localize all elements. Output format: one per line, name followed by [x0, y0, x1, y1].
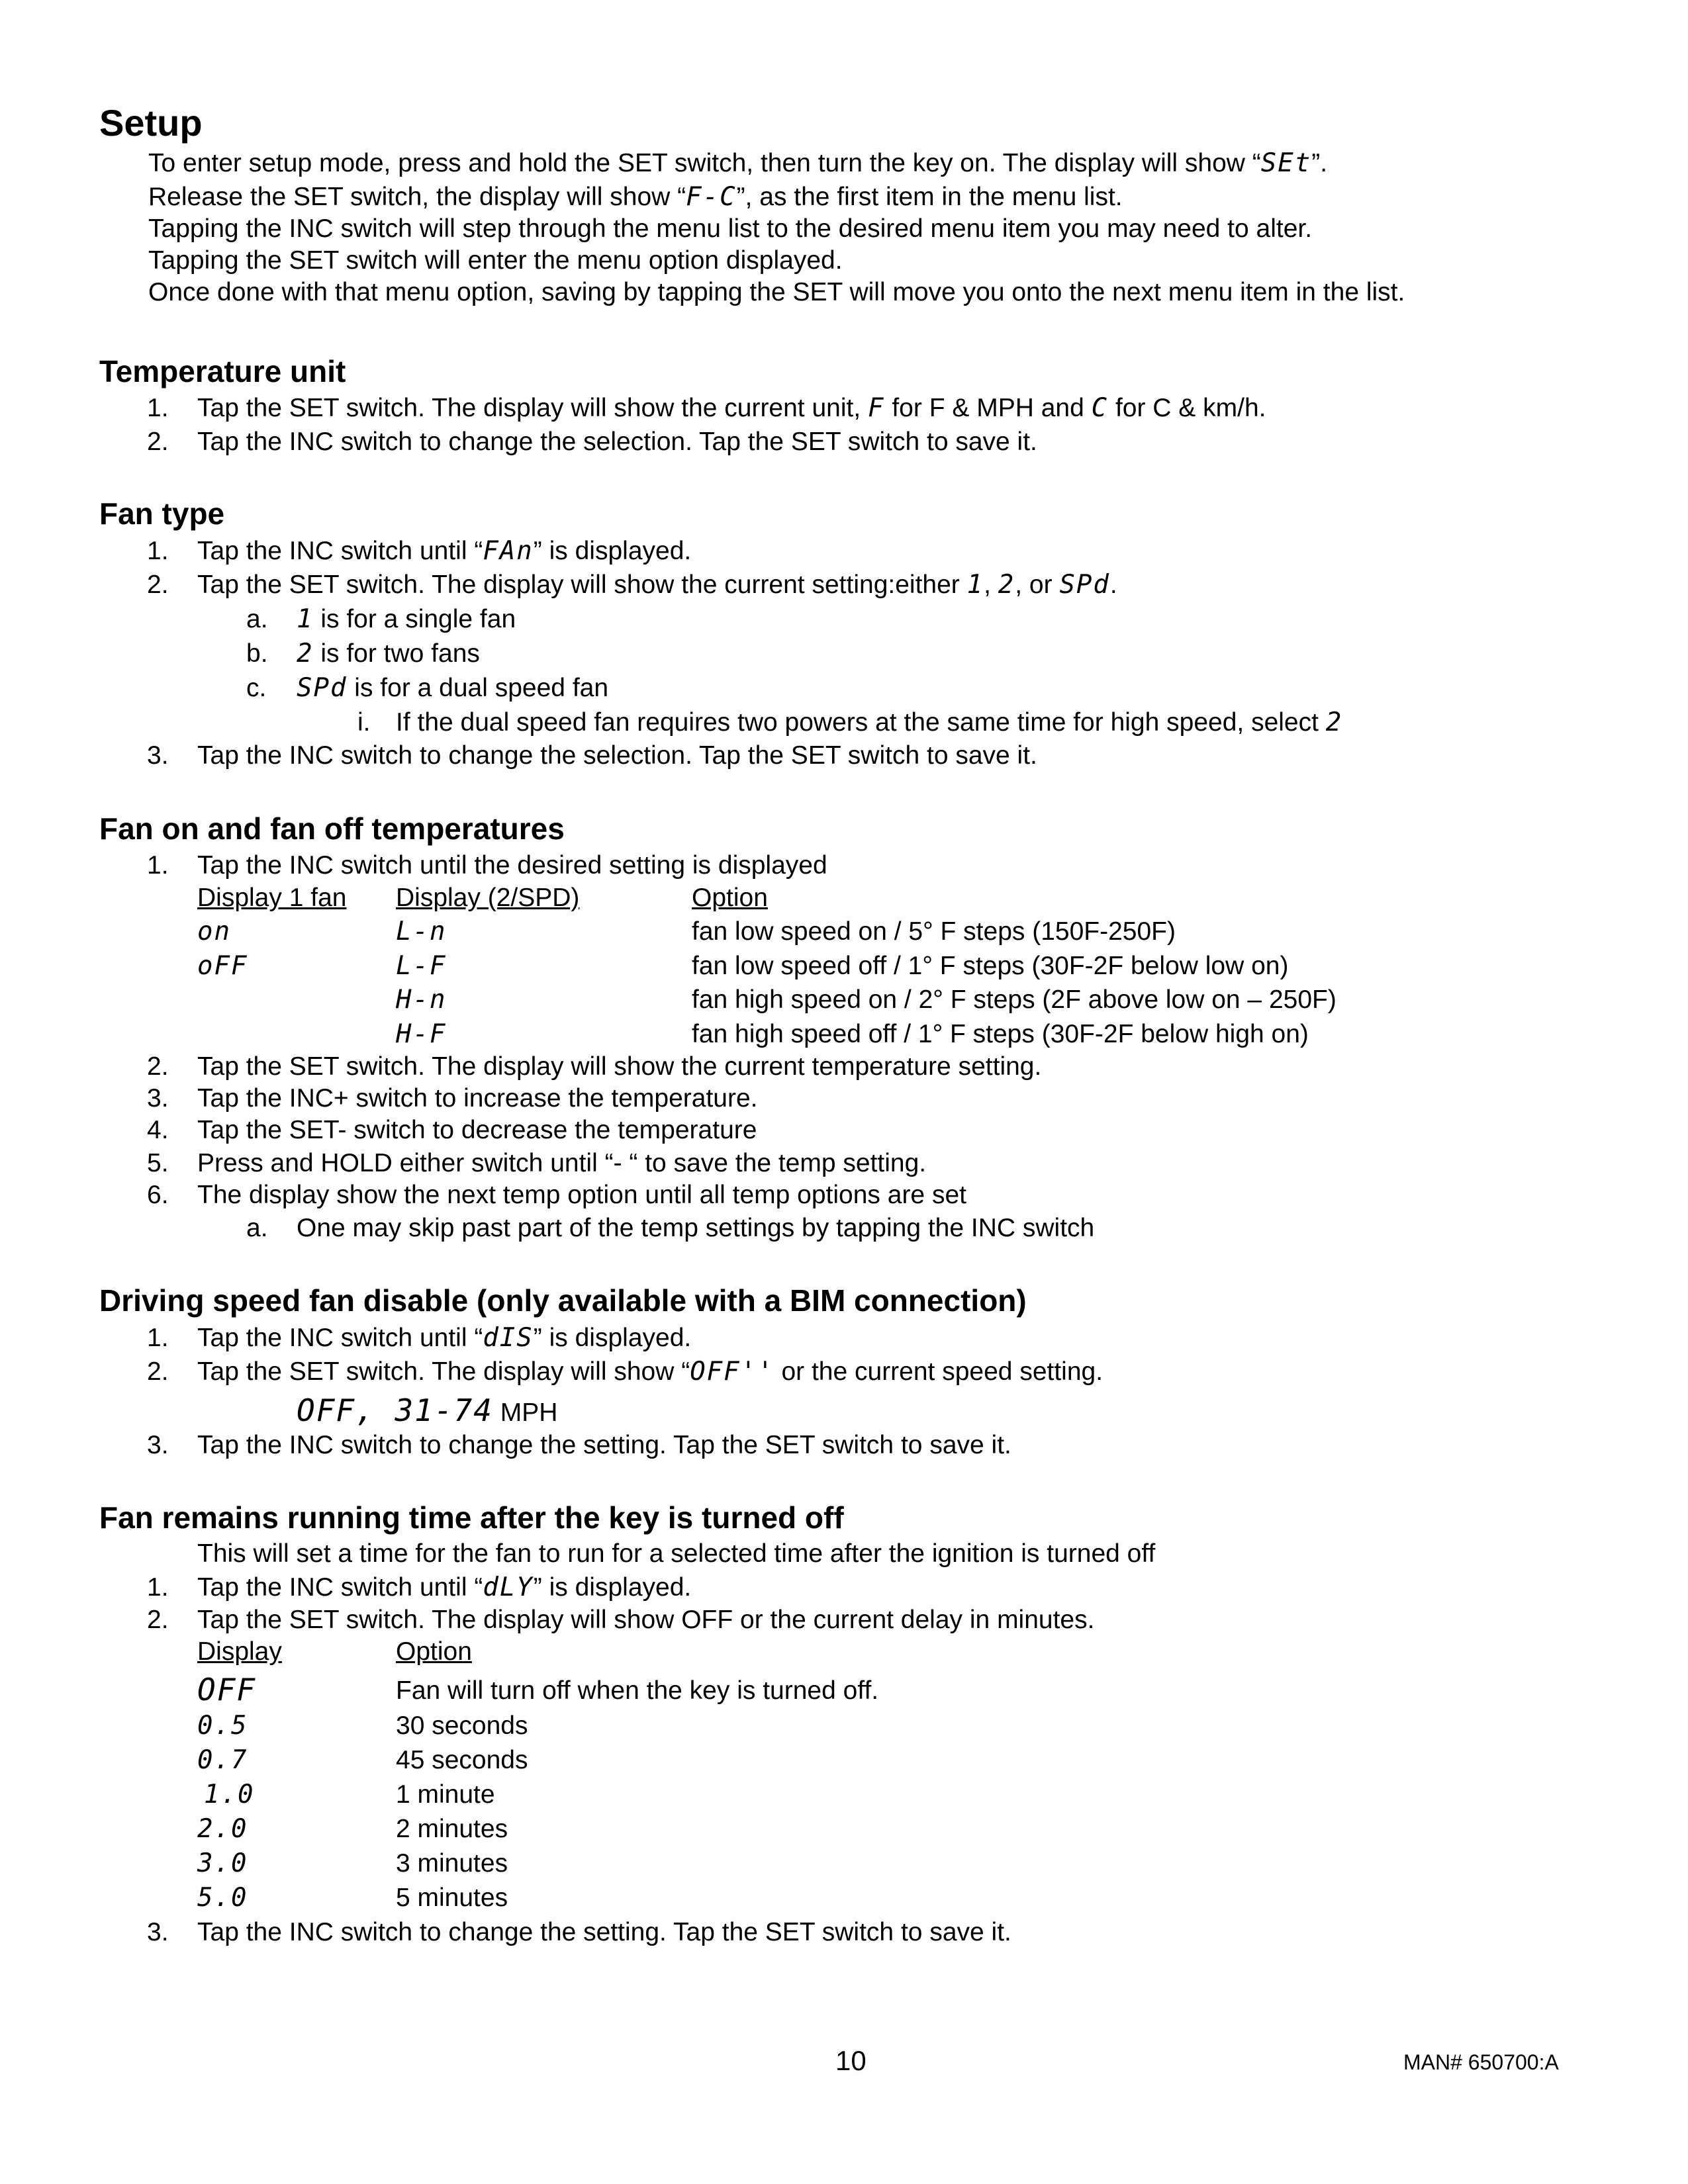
run-time-step-2: Tap the SET switch. The display will show OFF or the current delay in minutes.	[197, 1606, 1095, 1634]
fan-type-step-3: Tap the INC switch to change the selection. Tap the SET switch to save it.	[197, 741, 1037, 770]
setup-paragraph-4: Tapping the SET switch will enter the menu option displayed.	[148, 246, 843, 275]
list-marker: a.	[246, 605, 268, 633]
table-cell-display-1: oFF	[197, 951, 248, 981]
display-code: OFF, 31-74	[297, 1392, 493, 1428]
list-marker: a.	[246, 1214, 268, 1242]
table-cell-option: 1 minute	[396, 1780, 495, 1809]
run-time-heading: Fan remains running time after the key is turned off	[99, 1500, 844, 1535]
display-code: dLY	[483, 1572, 534, 1602]
fan-temps-step-4: Tap the SET- switch to decrease the temperature	[197, 1116, 757, 1144]
list-number: 4.	[147, 1116, 169, 1144]
fan-temps-step-1: Tap the INC switch until the desired setting is displayed	[197, 851, 827, 880]
fan-temps-heading: Fan on and fan off temperatures	[99, 811, 565, 846]
setup-paragraph-3: Tapping the INC switch will step through the menu list to the desired menu item you may need to alter.	[148, 214, 1313, 243]
display-code: C	[1091, 393, 1109, 423]
fan-temps-step-5: Press and HOLD either switch until “- “ to save the temp setting.	[197, 1149, 927, 1177]
table-cell-option: 45 seconds	[396, 1746, 528, 1774]
table-cell-display: 0.7	[197, 1745, 248, 1775]
list-number: 3.	[147, 1918, 169, 1946]
display-code: 1	[297, 604, 314, 634]
fan-temps-note-a: One may skip past part of the temp settings by tapping the INC switch	[297, 1214, 1095, 1242]
table-cell-display: 2.0	[197, 1814, 248, 1844]
table-cell-option: fan high speed on / 2° F steps (2F above low on – 250F)	[692, 985, 1336, 1014]
column-header-option: Option	[692, 884, 768, 912]
display-code: 2	[1325, 707, 1343, 737]
list-number: 1.	[147, 1573, 169, 1602]
table-cell-option: fan low speed off / 1° F steps (30F-2F below low on)	[692, 952, 1289, 980]
page-number: 10	[835, 2045, 867, 2076]
list-number: 2.	[147, 1357, 169, 1386]
column-header-option: Option	[396, 1637, 472, 1666]
list-number: 6.	[147, 1181, 169, 1209]
setup-paragraph-5: Once done with that menu option, saving by tapping the SET will move you onto the next menu item in the list.	[148, 278, 1405, 306]
table-cell-display-2: H-n	[396, 985, 447, 1015]
table-cell-option: 30 seconds	[396, 1711, 528, 1740]
list-number: 3.	[147, 741, 169, 770]
display-code: 2	[297, 639, 314, 668]
table-cell-option: 2 minutes	[396, 1815, 508, 1843]
document-number: MAN# 650700:A	[1403, 2050, 1559, 2074]
table-cell-display-2: L-n	[396, 917, 447, 946]
display-code: 2	[998, 570, 1015, 600]
column-header-display-2-spd: Display (2/SPD)	[396, 884, 580, 912]
table-cell-option: Fan will turn off when the key is turned off.	[396, 1676, 879, 1705]
list-number: 2.	[147, 570, 169, 599]
table-cell-option: fan high speed off / 1° F steps (30F-2F below high on)	[692, 1020, 1309, 1048]
display-code: SEt	[1260, 148, 1312, 178]
list-number: 3.	[147, 1431, 169, 1459]
fan-type-option-c: SPd is for a dual speed fan	[297, 673, 609, 703]
list-marker: c.	[246, 674, 267, 702]
table-cell-display: 1.0	[204, 1780, 255, 1809]
fan-temps-step-3: Tap the INC+ switch to increase the temperature.	[197, 1084, 758, 1113]
fan-type-note-i: If the dual speed fan requires two powers at the same time for high speed, select 2	[396, 707, 1343, 737]
column-header-display: Display	[197, 1637, 282, 1666]
run-time-intro: This will set a time for the fan to run for a selected time after the ignition is turned off	[197, 1539, 1156, 1568]
fan-type-heading: Fan type	[99, 496, 225, 531]
setup-heading: Setup	[99, 102, 203, 144]
list-number: 2.	[147, 1606, 169, 1634]
list-number: 1.	[147, 1324, 169, 1352]
display-code: SPd	[1059, 570, 1110, 600]
display-code: OFF''	[690, 1357, 774, 1387]
driving-speed-range: OFF, 31-74 MPH	[297, 1392, 558, 1428]
list-number: 1.	[147, 851, 169, 880]
table-cell-option: 3 minutes	[396, 1849, 508, 1878]
list-marker: i.	[357, 708, 371, 737]
list-number: 1.	[147, 394, 169, 422]
list-number: 2.	[147, 428, 169, 456]
list-number: 1.	[147, 537, 169, 565]
column-header-display-1-fan: Display 1 fan	[197, 884, 347, 912]
run-time-step-3: Tap the INC switch to change the setting. Tap the SET switch to save it.	[197, 1918, 1011, 1946]
fan-temps-step-2: Tap the SET switch. The display will show the current temperature setting.	[197, 1052, 1042, 1081]
temp-unit-step-2: Tap the INC switch to change the selection. Tap the SET switch to save it.	[197, 428, 1037, 456]
driving-speed-step-3: Tap the INC switch to change the setting. Tap the SET switch to save it.	[197, 1431, 1011, 1459]
fan-temps-step-6: The display show the next temp option until all temp options are set	[197, 1181, 966, 1209]
temp-unit-step-1: Tap the SET switch. The display will show the current unit, F for F & MPH and C for C & km/h.	[197, 393, 1266, 423]
driving-speed-step-2: Tap the SET switch. The display will show “OFF'' or the current speed setting.	[197, 1357, 1103, 1387]
table-cell-display-1: on	[197, 917, 231, 946]
setup-paragraph-2: Release the SET switch, the display will show “F-C”, as the first item in the menu list.	[148, 182, 1123, 212]
fan-type-option-b: 2 is for two fans	[297, 639, 480, 668]
list-marker: b.	[246, 639, 268, 668]
fan-type-step-1: Tap the INC switch until “FAn” is displayed.	[197, 536, 692, 566]
display-code: F	[868, 393, 885, 423]
list-number: 2.	[147, 1052, 169, 1081]
table-cell-option: fan low speed on / 5° F steps (150F-250F)	[692, 917, 1176, 946]
setup-paragraph-1: To enter setup mode, press and hold the SET switch, then turn the key on. The display will show “SEt”.	[148, 148, 1328, 178]
fan-type-step-2: Tap the SET switch. The display will show the current setting:either 1, 2, or SPd.	[197, 570, 1117, 600]
temp-unit-heading: Temperature unit	[99, 354, 346, 388]
list-number: 5.	[147, 1149, 169, 1177]
list-number: 3.	[147, 1084, 169, 1113]
display-code: F-C	[686, 182, 737, 212]
display-code: dIS	[483, 1323, 534, 1353]
table-cell-display: 0.5	[197, 1711, 248, 1741]
table-cell-option: 5 minutes	[396, 1884, 508, 1912]
fan-type-option-a: 1 is for a single fan	[297, 604, 516, 634]
table-cell-display-2: H-F	[396, 1019, 447, 1049]
table-cell-display-2: L-F	[396, 951, 447, 981]
display-code: SPd	[297, 673, 348, 703]
driving-speed-step-1: Tap the INC switch until “dIS” is displayed.	[197, 1323, 692, 1353]
driving-speed-heading: Driving speed fan disable (only available with a BIM connection)	[99, 1283, 1027, 1318]
table-cell-display: 3.0	[197, 1848, 248, 1878]
table-cell-display: 5.0	[197, 1883, 248, 1913]
table-cell-display: OFF	[197, 1672, 257, 1707]
run-time-step-1: Tap the INC switch until “dLY” is displayed.	[197, 1572, 692, 1602]
display-code: FAn	[483, 536, 534, 566]
display-code: 1	[966, 570, 984, 600]
